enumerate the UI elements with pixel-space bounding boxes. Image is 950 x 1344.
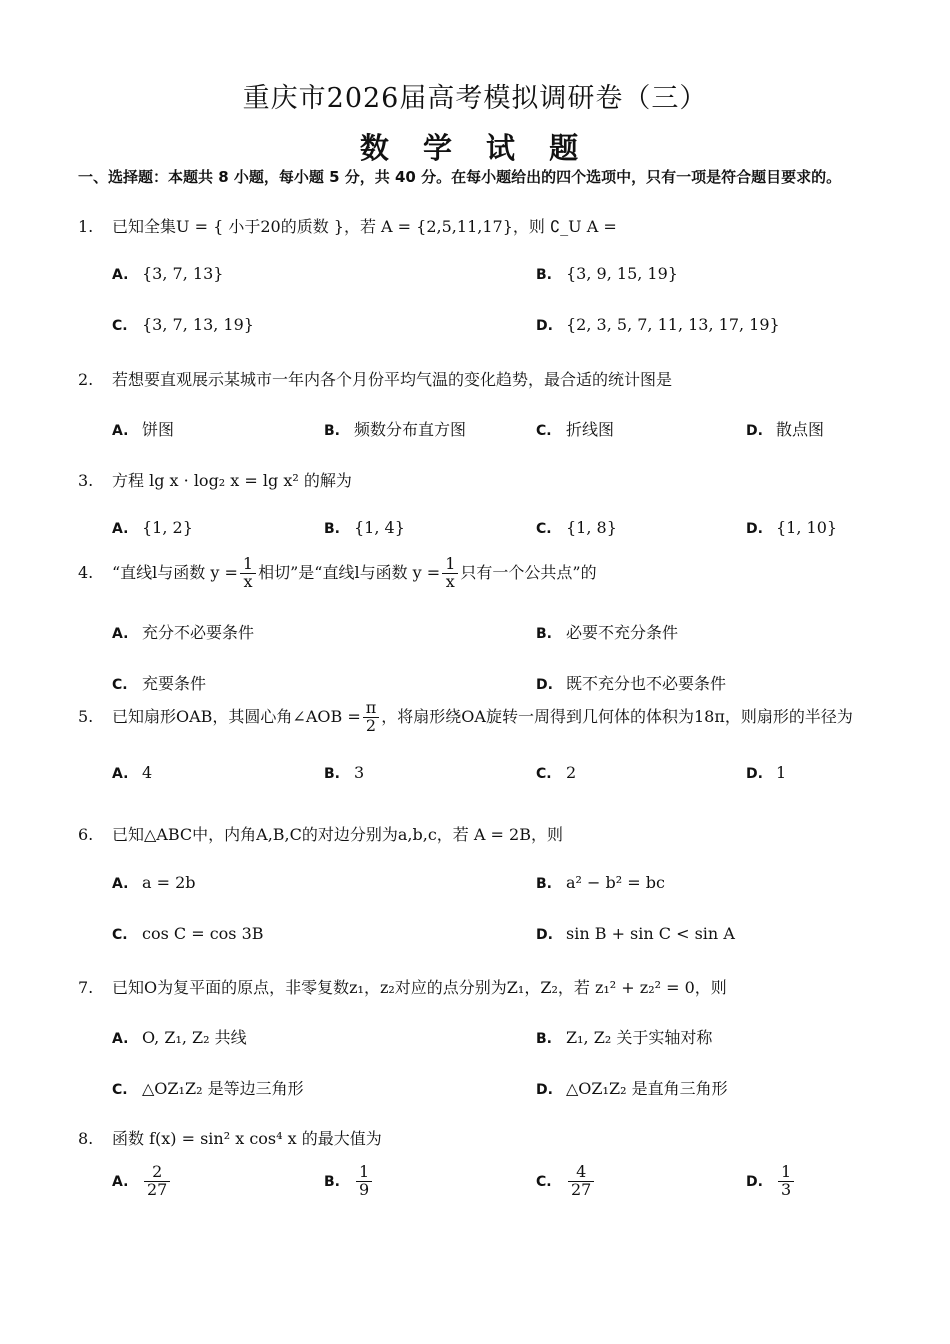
- section-heading: 一、选择题：本题共 8 小题，每小题 5 分，共 40 分。在每小题给出的四个选项中，只有一项是符合题目要求的。: [78, 168, 842, 186]
- q8-option-d[interactable]: [746, 1164, 796, 1199]
- option-text: {3, 7, 13, 19}: [142, 315, 254, 334]
- option-label: A.: [112, 423, 129, 439]
- denominator: x: [243, 571, 253, 591]
- option-label: D.: [536, 677, 553, 693]
- option-label: D.: [746, 1173, 763, 1190]
- question-stem-part: ，将扇形绕OA旋转一周得到几何体的体积为18π，则扇形的半径为: [381, 706, 853, 726]
- q6-option-b[interactable]: [536, 873, 665, 892]
- exam-title: 重庆市2026届高考模拟调研卷（三）: [242, 83, 708, 114]
- question-number: 3.: [78, 471, 94, 490]
- q7-option-b[interactable]: [536, 1025, 712, 1048]
- q7-option-c[interactable]: [112, 1076, 304, 1099]
- q7-option-a[interactable]: [112, 1025, 247, 1048]
- q3-option-c[interactable]: [536, 518, 617, 537]
- option-text: 1: [776, 763, 787, 782]
- q2-option-c[interactable]: [536, 417, 614, 440]
- option-label: A.: [112, 876, 129, 892]
- option-label: C.: [112, 1082, 128, 1098]
- question-stem-part: 只有一个公共点”的: [460, 562, 597, 582]
- q4-option-b[interactable]: [536, 620, 678, 643]
- option-label: B.: [324, 766, 340, 782]
- q1-option-c[interactable]: [112, 315, 254, 334]
- option-text: △OZ₁Z₂ 是直角三角形: [566, 1079, 728, 1098]
- option-text: 必要不充分条件: [566, 623, 679, 642]
- exam-subject: 数 学 试 题: [359, 131, 591, 165]
- question-number: 5.: [78, 706, 94, 726]
- question-number: 1.: [78, 217, 94, 236]
- option-text: 既不充分也不必要条件: [566, 674, 727, 693]
- option-label: A.: [112, 626, 129, 642]
- fraction: [240, 556, 256, 591]
- option-label: C.: [112, 318, 128, 334]
- option-text: 散点图: [776, 420, 825, 439]
- option-label: A.: [112, 267, 129, 283]
- q3-option-a[interactable]: [112, 518, 193, 537]
- fraction: [442, 556, 458, 591]
- option-text: 3: [354, 763, 365, 782]
- question-6: [78, 822, 563, 845]
- q4-option-a[interactable]: [112, 620, 254, 643]
- q7-option-d[interactable]: [536, 1076, 728, 1099]
- option-text: 充要条件: [142, 674, 207, 693]
- q1-option-d[interactable]: [536, 315, 780, 334]
- option-label: B.: [536, 626, 552, 642]
- question-2: [78, 367, 672, 390]
- option-text: O, Z₁, Z₂ 共线: [142, 1028, 247, 1047]
- option-text: 充分不必要条件: [142, 623, 255, 642]
- q8-option-a[interactable]: [112, 1164, 172, 1199]
- option-label: D.: [536, 1082, 553, 1098]
- numerator: π: [363, 700, 380, 718]
- denominator: 3: [781, 1179, 792, 1199]
- question-number: 4.: [78, 562, 94, 582]
- option-label: C.: [536, 423, 552, 439]
- question-stem: 已知全集U = { 小于20的质数 }，若 A = {2,5,11,17}，则 ∁_U A =: [112, 217, 617, 236]
- option-label: A.: [112, 1031, 129, 1047]
- option-text: {2, 3, 5, 7, 11, 13, 17, 19}: [566, 315, 780, 334]
- question-stem: 方程 lg x · log₂ x = lg x² 的解为: [112, 471, 352, 490]
- fraction: [778, 1164, 794, 1199]
- q1-option-a[interactable]: [112, 264, 223, 283]
- denominator: x: [445, 571, 455, 591]
- question-number: 2.: [78, 370, 94, 389]
- q5-option-c[interactable]: [536, 763, 576, 782]
- numerator: 4: [568, 1164, 594, 1182]
- option-text: 4: [142, 763, 153, 782]
- option-label: B.: [324, 521, 340, 537]
- q1-option-b[interactable]: [536, 264, 678, 283]
- fraction: [144, 1164, 170, 1199]
- option-label: A.: [112, 521, 129, 537]
- option-label: D.: [746, 766, 763, 782]
- question-7: [78, 975, 727, 998]
- denominator: 27: [147, 1179, 168, 1199]
- q4-option-d[interactable]: [536, 671, 726, 694]
- q6-option-a[interactable]: [112, 873, 196, 892]
- fraction: [568, 1164, 594, 1199]
- option-text: a² − b² = bc: [566, 873, 665, 892]
- option-text: a = 2b: [142, 873, 196, 892]
- question-5: [78, 700, 853, 735]
- option-label: B.: [324, 1173, 340, 1190]
- option-text: △OZ₁Z₂ 是等边三角形: [142, 1079, 304, 1098]
- option-label: C.: [536, 521, 552, 537]
- denominator: 27: [571, 1179, 592, 1199]
- option-text: {3, 9, 15, 19}: [566, 264, 678, 283]
- option-text: {1, 2}: [142, 518, 193, 537]
- numerator: 2: [144, 1164, 170, 1182]
- question-number: 6.: [78, 825, 94, 844]
- question-stem: 函数 f(x) = sin² x cos⁴ x 的最大值为: [112, 1129, 382, 1148]
- numerator: 1: [356, 1164, 372, 1182]
- q2-option-a[interactable]: [112, 417, 174, 440]
- q2-option-d[interactable]: [746, 417, 824, 440]
- option-label: B.: [324, 423, 340, 439]
- option-label: C.: [536, 1173, 552, 1190]
- q6-option-c[interactable]: [112, 924, 264, 943]
- question-number: 8.: [78, 1129, 94, 1148]
- option-text: {1, 10}: [776, 518, 838, 537]
- option-text: 2: [566, 763, 577, 782]
- option-text: {1, 8}: [566, 518, 617, 537]
- option-label: A.: [112, 766, 129, 782]
- option-label: C.: [112, 677, 128, 693]
- numerator: 1: [240, 556, 256, 574]
- denominator: 2: [365, 715, 377, 735]
- option-text: cos C = cos 3B: [142, 924, 264, 943]
- question-stem: 已知O为复平面的原点，非零复数z₁，z₂对应的点分别为Z₁，Z₂，若 z₁² + z₂² = 0，则: [112, 978, 727, 997]
- question-stem-part: 相切”是“直线l与函数 y =: [258, 562, 441, 582]
- question-stem: 若想要直观展示某城市一年内各个月份平均气温的变化趋势，最合适的统计图是: [112, 370, 673, 389]
- option-label: B.: [536, 1031, 552, 1047]
- numerator: 1: [778, 1164, 794, 1182]
- option-text: Z₁, Z₂ 关于实轴对称: [566, 1028, 713, 1047]
- option-text: {1, 4}: [354, 518, 405, 537]
- question-8: [78, 1126, 382, 1149]
- option-text: {3, 7, 13}: [142, 264, 224, 283]
- q5-option-a[interactable]: [112, 763, 152, 782]
- q6-option-d[interactable]: [536, 924, 735, 943]
- question-stem-part: “直线l与函数 y =: [112, 562, 238, 582]
- fraction: [363, 700, 380, 735]
- option-label: C.: [536, 766, 552, 782]
- q2-option-b[interactable]: [324, 417, 466, 440]
- q3-option-b[interactable]: [324, 518, 405, 537]
- option-label: A.: [112, 1173, 129, 1190]
- question-stem: 已知△ABC中，内角A,B,C的对边分别为a,b,c，若 A = 2B，则: [112, 825, 563, 844]
- option-label: B.: [536, 876, 552, 892]
- question-4: [78, 556, 597, 591]
- q8-option-c[interactable]: [536, 1164, 596, 1199]
- option-text: 频数分布直方图: [354, 420, 467, 439]
- q5-option-d[interactable]: [746, 763, 786, 782]
- q8-option-b[interactable]: [324, 1164, 374, 1199]
- question-stem-part: 已知扇形OAB，其圆心角∠AOB =: [112, 706, 361, 726]
- q3-option-d[interactable]: [746, 518, 837, 537]
- option-text: 折线图: [566, 420, 615, 439]
- option-label: D.: [536, 927, 553, 943]
- denominator: 9: [359, 1179, 370, 1199]
- option-text: sin B + sin C < sin A: [566, 924, 735, 943]
- option-text: 饼图: [142, 420, 175, 439]
- q4-option-c[interactable]: [112, 671, 206, 694]
- question-number: 7.: [78, 978, 94, 997]
- numerator: 1: [442, 556, 458, 574]
- q5-option-b[interactable]: [324, 763, 364, 782]
- option-label: C.: [112, 927, 128, 943]
- fraction: [356, 1164, 372, 1199]
- question-3: [78, 468, 352, 491]
- option-label: D.: [746, 423, 763, 439]
- option-label: D.: [536, 318, 553, 334]
- option-label: B.: [536, 267, 552, 283]
- option-label: D.: [746, 521, 763, 537]
- question-1: [78, 214, 617, 237]
